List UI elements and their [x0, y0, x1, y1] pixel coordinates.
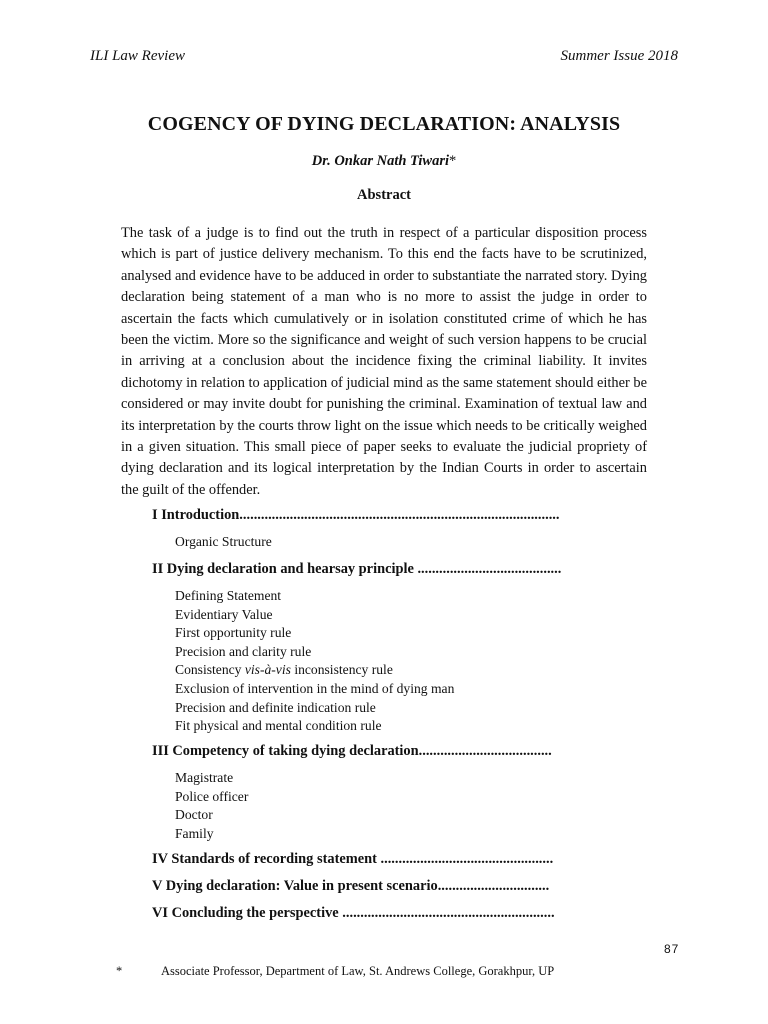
footnote-mark: * — [116, 964, 123, 978]
toc-subitem-text: inconsistency rule — [290, 662, 393, 678]
toc-section-5: V Dying declaration: Value in present scenario............................... — [152, 878, 550, 894]
toc-section-6: VI Concluding the perspective ........................................................... — [152, 905, 555, 921]
toc-subitem: Defining Statement — [175, 588, 282, 603]
toc-section-4: IV Standards of recording statement ................................................ — [152, 851, 554, 867]
abstract-heading: Abstract — [357, 187, 411, 203]
running-header-journal: ILI Law Review — [90, 48, 185, 64]
toc-subitem: Precision and definite indication rule — [175, 699, 376, 715]
footnote — [116, 964, 676, 979]
toc-subitem: Exclusion of intervention in the mind of dying man — [175, 680, 455, 696]
toc-section-1: I Introduction......................................................................................... — [152, 507, 560, 523]
footnote-text: Associate Professor, Department of Law, St. Andrews College, Gorakhpur, UP — [161, 964, 555, 978]
toc-subsections-1 — [152, 533, 272, 552]
author-name: Dr. Onkar Nath Tiwari — [311, 153, 449, 169]
toc-subitem: Evidentiary Value — [175, 606, 273, 622]
toc-subitem — [175, 661, 454, 680]
article-author — [0, 153, 768, 170]
toc-subitem: Police officer — [175, 788, 249, 804]
toc-subitem: Precision and clarity rule — [175, 643, 312, 659]
toc-subitem-text: Consistency — [175, 662, 245, 678]
page-number: 87 — [664, 942, 680, 956]
toc-subitem: First opportunity rule — [175, 625, 292, 641]
author-footnote-mark: * — [449, 153, 457, 169]
toc-section-2: II Dying declaration and hearsay principle ........................................ — [152, 561, 562, 577]
toc-section-3: III Competency of taking dying declaration..................................... — [152, 743, 552, 759]
toc-subitem: Doctor — [175, 807, 213, 823]
toc-subitem: Organic Structure — [175, 534, 272, 549]
article-title: COGENCY OF DYING DECLARATION: ANALYSIS — [147, 113, 621, 135]
toc-subitem: Magistrate — [175, 770, 234, 785]
toc-subitem: Fit physical and mental condition rule — [175, 718, 382, 734]
running-header-issue: Summer Issue 2018 — [560, 48, 678, 64]
toc-subsections-2 — [152, 587, 454, 736]
toc-subitem: Family — [175, 825, 214, 841]
toc-subsections-3 — [152, 769, 248, 843]
abstract-body: The task of a judge is to find out the truth in respect of a particular disposition process which is part of justice delivery mechanism. To this end the facts have to be scrutinized, analysed and evidence have to be adduced in order to substantiate the narrated story. Dying declaration being statement of a man who is no more to assist the judge in order to ascertain the facts which cumulatively or in isolation constituted crime of which he has been the victim. More so the significance and weight of such version happens to be crucial in arriving at a conclusion about the incidence fixing the criminal liability. It invites dichotomy in relation to application of judicial mind as the same statement should either be considered or may invite doubt for punishing the criminal. Examination of textual law and its interpretation by the courts throw light on the issue which needs to be critically weighed in a given situation. This small piece of paper seeks to evaluate the judicial propriety of dying declaration and its logical interpretation by the Indian Courts in order to ascertain the guilt of the offender. — [121, 225, 647, 498]
toc-subitem-italic: vis-à-vis — [244, 662, 291, 678]
